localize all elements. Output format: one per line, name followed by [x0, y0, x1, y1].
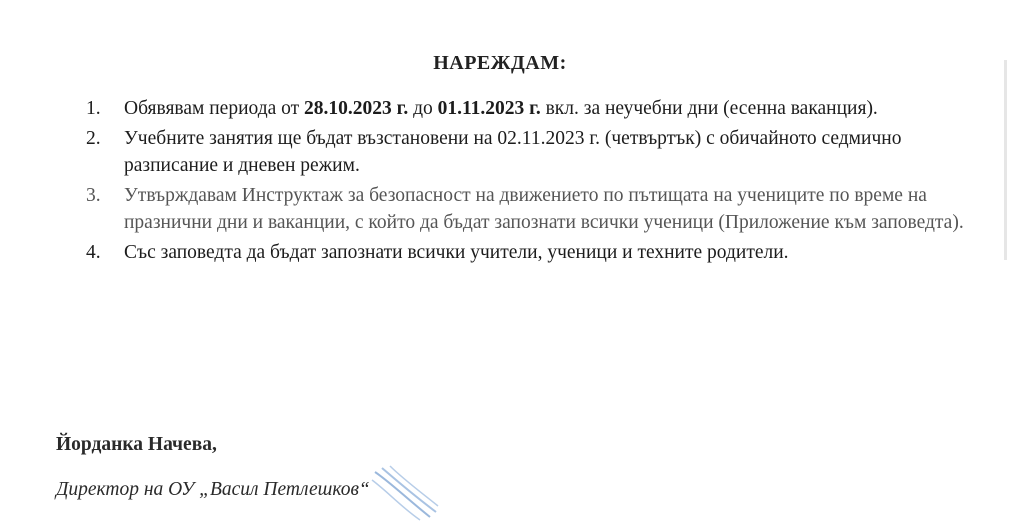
item-date-end: 01.11.2023 г. — [437, 98, 541, 119]
signer-title: Директор на ОУ „Васил Петлешков“ — [56, 479, 370, 500]
item-number: 4. — [86, 242, 101, 263]
item-number: 2. — [86, 128, 101, 149]
signature-stroke-icon — [370, 462, 440, 522]
item-text-mid: до — [408, 98, 438, 119]
order-item-1 — [86, 95, 966, 122]
item-text: Със заповедта да бъдат запознати всички учители, ученици и техните родители. — [124, 242, 789, 263]
order-heading: НАРЕЖДАМ: — [433, 52, 567, 74]
order-item-2 — [86, 125, 966, 179]
item-number: 3. — [86, 185, 101, 206]
item-text-pre: Обявявам периода от — [124, 98, 305, 119]
order-item-3 — [86, 182, 966, 236]
scan-edge-shadow — [1004, 60, 1007, 260]
order-item-4 — [86, 239, 966, 266]
signer-name: Йорданка Начева, — [56, 434, 217, 455]
item-date-start: 28.10.2023 г. — [304, 98, 409, 119]
item-text: Утвърждавам Инструктаж за безопасност на движението по пътищата на учениците по време на празнични дни и ваканции, с който да бъдат запознати всички ученици (Приложение към заповедта). — [124, 185, 964, 233]
order-list — [86, 95, 966, 269]
item-number: 1. — [86, 98, 101, 119]
item-text: Учебните занятия ще бъдат възстановени на 02.11.2023 г. (четвъртък) с обичайното седмично разписание и дневен режим. — [124, 128, 902, 176]
item-text-post: вкл. за неучебни дни (есенна ваканция). — [540, 98, 878, 119]
